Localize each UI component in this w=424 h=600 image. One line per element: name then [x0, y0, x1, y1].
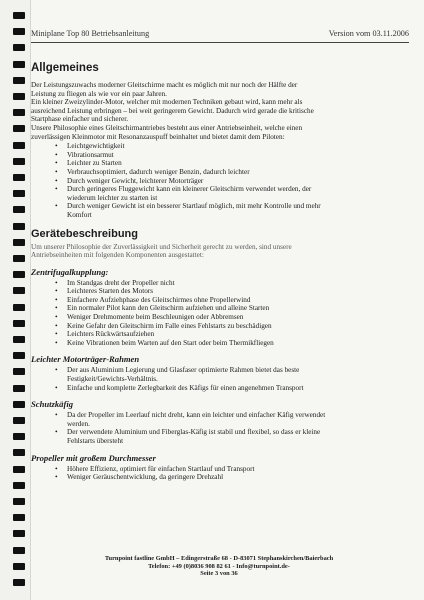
list-item: [67, 202, 407, 219]
list-item: [67, 465, 407, 474]
list-item: [67, 185, 407, 202]
footer-contact-suffix: -: [287, 562, 290, 570]
page-content: [31, 62, 407, 482]
list-item-line: • Leichtgewichtigkeit: [67, 142, 125, 151]
allgemeines-benefits-list: [31, 142, 407, 219]
spiral-binding: [0, 0, 31, 600]
footer-email-link[interactable]: Info@turnpoint.de: [236, 562, 288, 570]
footer-company-address: Turnpoint fastline GmbH – Edingerstraße 68 - D-83071 Stephanskirchen/Baierbach: [104, 555, 334, 562]
list-item-line: Fehlstarts übersteht: [67, 437, 124, 445]
paragraph-line: Leistung zu fliegen als wie vor ein paar Jahren.: [31, 89, 167, 98]
list-item: [67, 159, 407, 168]
header-document-title: Miniplane Top 80 Betriebsanleitung: [31, 29, 150, 38]
binding-ring: [13, 206, 25, 213]
binding-ring: [13, 77, 25, 84]
binding-ring: [13, 255, 25, 262]
binding-ring: [13, 223, 25, 230]
footer-page-number: Seite 3 von 36: [200, 570, 238, 578]
list-item: [67, 322, 407, 331]
list-item-line: • Einfache und komplette Zerlegbarkeit des Käfigs für einen angenehmen Transport: [67, 383, 304, 392]
list-item-line: wiederum leichter zu starten ist: [67, 193, 158, 202]
allgemeines-intro: [31, 81, 407, 141]
list-item-line: • Vibrationsarmut: [67, 150, 114, 159]
list-item: [67, 411, 407, 428]
header-divider: [31, 42, 409, 43]
paragraph-line: Der Leistungszuwachs moderner Gleitschirme macht es möglich mit nur noch der Hälfte der: [31, 81, 298, 89]
rahmen-list: [31, 366, 407, 392]
footer-phone: Telefon: +49 (0)8036 908 82 61 -: [148, 562, 237, 570]
binding-ring: [13, 368, 25, 375]
binding-ring: [13, 417, 25, 424]
list-item: [67, 279, 407, 288]
binding-ring: [13, 433, 25, 440]
header-version-date: Version vom 03.11.2006: [328, 29, 409, 38]
list-item: [67, 366, 407, 383]
section-title-allgemeines: Allgemeines: [31, 62, 99, 74]
binding-ring: [13, 482, 25, 489]
paragraph-line: ausreichend Leistung erbringen – bei weit geringerem Gewicht. Dadurch wird gerade die kritische: [31, 106, 314, 115]
list-item: [67, 304, 407, 313]
page-header: [31, 29, 409, 41]
list-item-line: • Weniger Drehmomente beim Beschleunigen oder Abbremsen: [67, 313, 244, 322]
binding-ring: [13, 239, 25, 246]
binding-ring: [13, 190, 25, 197]
list-item: [67, 142, 407, 151]
binding-ring: [13, 514, 25, 521]
binding-ring: [13, 320, 25, 327]
binding-ring: [13, 498, 25, 505]
list-item-line: • Höhere Effizienz, optimiert für einfachen Startlauf und Transport: [67, 464, 255, 473]
list-item-line: • Der verwendete Aluminium und Fiberglas-Käfig ist stabil und flexibel, so dass er kleine: [67, 428, 321, 437]
list-item-line: • Ein normaler Pilot kann den Gleitschirm aufziehen und alleine Starten: [67, 304, 270, 313]
binding-ring: [13, 352, 25, 359]
subsection-title-zentrifugalkupplung: Zentrifugalkupplung:: [31, 266, 109, 277]
binding-ring: [13, 44, 25, 51]
list-item: [67, 151, 407, 160]
list-item-line: • Durch weniger Gewicht ist ein besserer Startlauf möglich, mit mehr Kontrolle und mehr: [67, 202, 321, 211]
zentrifugal-list: [31, 279, 407, 348]
list-item: [67, 177, 407, 186]
paragraph-line: zuverlässigen Kleinmotor mit Resonanzauspuff beinhaltet und bietet damit dem Piloten:: [31, 132, 285, 141]
subsection-title-schutzkaefig: Schutzkäfig: [31, 399, 74, 410]
binding-ring: [13, 93, 25, 100]
binding-ring: [13, 304, 25, 311]
list-item: [67, 287, 407, 296]
list-item-line: • Leichteres Starten des Motors: [67, 287, 154, 296]
binding-ring: [13, 385, 25, 392]
list-item: [67, 428, 407, 445]
list-item-line: • Im Standgas dreht der Propeller nicht: [67, 278, 175, 287]
list-item-line: • Durch geringeres Fluggewicht kann ein kleinerer Gleitschirm verwendet werden, der: [67, 185, 312, 194]
list-item: [67, 473, 407, 482]
binding-ring: [13, 466, 25, 473]
binding-ring: [13, 449, 25, 456]
list-item: [67, 313, 407, 322]
binding-ring: [13, 530, 25, 537]
binding-ring: [13, 12, 25, 19]
binding-ring: [13, 158, 25, 165]
list-item-line: • Keine Vibrationen beim Warten auf den Start oder beim Thermikfliegen: [67, 338, 274, 347]
list-item: [67, 384, 407, 393]
paragraph-line: Startphase einfacher und sicherer.: [31, 115, 128, 124]
binding-ring: [13, 579, 25, 586]
list-item: [67, 296, 407, 305]
paragraph-line: Unsere Philosophie eines Gleitschirmantriebes besteht aus einer Antriebseinheit, welche einen: [31, 123, 303, 132]
list-item-line: Festigkeit/Gewichts-Verhältnis.: [67, 375, 158, 384]
paragraph-line: Antriebseinheiten mit folgenden Komponenten ausgestattet:: [31, 251, 204, 260]
paragraph-line: Um unserer Philosophie der Zuverlässigkeit und Sicherheit gerecht zu werden, sind unsere: [31, 242, 292, 251]
list-item-line: • Der aus Aluminium Legierung und Glasfaser optimierte Rahmen bietet das beste: [67, 366, 300, 375]
list-item-line: • Weniger Geräuschentwicklung, da geringere Drehzahl: [67, 473, 224, 482]
subsection-title-propeller: Propeller mit großem Durchmesser: [31, 452, 156, 463]
list-item: [67, 330, 407, 339]
binding-ring: [13, 336, 25, 343]
binding-ring: [13, 28, 25, 35]
binding-ring: [13, 109, 25, 116]
binding-ring: [13, 61, 25, 68]
paragraph-line: Ein kleiner Zweizylinder-Motor, welcher mit modernen Techniken gebaut wird, kann mehr als: [31, 98, 303, 107]
binding-ring: [13, 174, 25, 181]
list-item-line: Komfort: [67, 210, 92, 219]
list-item-line: • Da der Propeller im Leerlauf nicht dreht, kann ein leichter und einfacher Käfig verwendet: [67, 411, 326, 420]
list-item-line: • Einfachere Aufziehphase des Gleitschirmes ohne Propellerwind: [67, 295, 251, 304]
list-item-line: • Durch weniger Gewicht, leichterer Motorträger: [67, 176, 204, 185]
binding-ring: [13, 563, 25, 570]
binding-ring: [13, 287, 25, 294]
subsection-title-rahmen: Leichter Motorträger-Rahmen: [31, 354, 140, 365]
binding-ring: [13, 547, 25, 554]
list-item-line: • Leichter zu Starten: [67, 159, 122, 168]
binding-ring: [13, 401, 25, 408]
schutz-list: [31, 411, 407, 445]
list-item-line: • Verbrauchsoptimiert, dadurch weniger Benzin, dadurch leichter: [67, 167, 250, 176]
list-item: [67, 339, 407, 348]
page-footer: [31, 555, 407, 578]
binding-ring: [13, 125, 25, 132]
footer-contact: [31, 563, 407, 571]
section-title-geraetebeschreibung: Gerätebeschreibung: [31, 227, 138, 240]
binding-ring: [13, 142, 25, 149]
binding-ring: [13, 271, 25, 278]
list-item: [67, 168, 407, 177]
propeller-list: [31, 465, 407, 482]
list-item-line: werden.: [67, 419, 90, 428]
list-item-line: • Leichters Rückwärtsaufziehen: [67, 330, 155, 339]
list-item-line: • Keine Gefahr den Gleitschirm im Falle eines Fehlstarts zu beschädigen: [67, 321, 272, 330]
geraete-intro: [31, 243, 407, 260]
